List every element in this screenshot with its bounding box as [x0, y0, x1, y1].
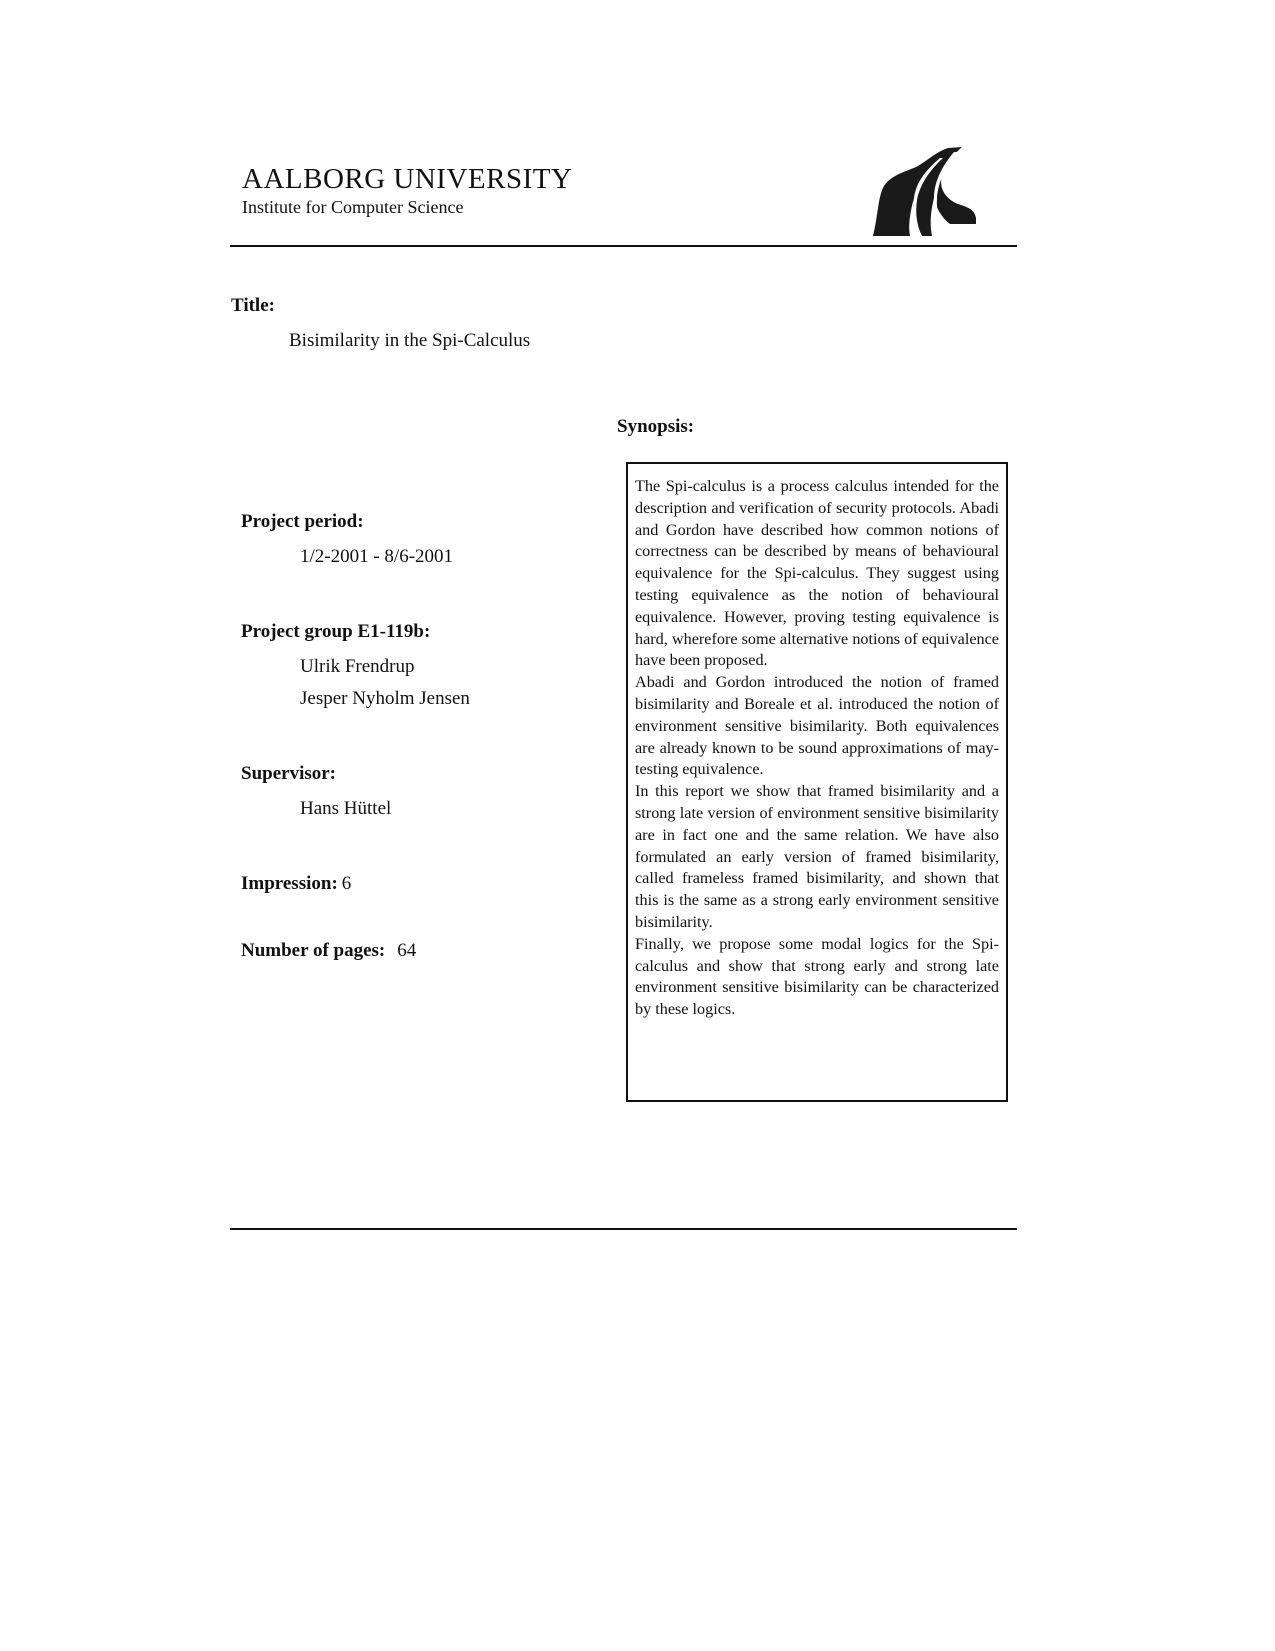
- synopsis-box: [626, 462, 1008, 1102]
- synopsis-paragraph: Finally, we propose some modal logics for the Spi-calculus and show that strong early and strong late environment sensitive bisimilarity can be characterized by these logics.: [635, 934, 999, 1019]
- impression-value: 6: [341, 873, 352, 894]
- project-period-label: Project period:: [241, 511, 364, 532]
- project-period-value: 1/2-2001 - 8/6-2001: [300, 546, 454, 567]
- group-member: Jesper Nyholm Jensen: [300, 688, 470, 709]
- project-group-label: Project group E1-119b:: [241, 621, 431, 642]
- pages-value: 64: [397, 940, 417, 961]
- synopsis-paragraph: In this report we show that framed bisimilarity and a strong late version of environment sensitive bisimilarity are in fact one and the same relation. We have also formulated an early version of framed bisimilarity, called frameless framed bisimilarity, and shown that this is the same as a strong early environment sensitive bisimilarity.: [635, 782, 999, 931]
- aalborg-university-logo-icon: [870, 146, 978, 238]
- document-title: Bisimilarity in the Spi-Calculus: [289, 330, 531, 351]
- group-member: Ulrik Frendrup: [300, 656, 415, 677]
- impression-label: Impression:: [241, 873, 338, 894]
- university-name: AALBORG UNIVERSITY: [242, 163, 573, 195]
- header-rule: [230, 245, 1017, 247]
- synopsis-paragraph: Abadi and Gordon introduced the notion of framed bisimilarity and Boreale et al. introduced the notion of environment sensitive bisimilarity. Both equivalences are already known to be sound approximations of may-testing equivalence.: [635, 673, 999, 779]
- pages-label: Number of pages:: [241, 940, 386, 961]
- footer-rule: [230, 1228, 1017, 1230]
- supervisor-label: Supervisor:: [241, 763, 336, 784]
- impression-field: [241, 873, 351, 895]
- supervisor-value: Hans Hüttel: [300, 798, 392, 819]
- institute-name: Institute for Computer Science: [242, 197, 464, 217]
- title-label: Title:: [231, 295, 275, 316]
- pages-field: [241, 940, 416, 962]
- synopsis-label: Synopsis:: [617, 416, 695, 437]
- synopsis-paragraph: The Spi-calculus is a process calculus intended for the description and verification of security protocols. Abadi and Gordon have described how common notions of correctness can be described by means of behavioural equivalence for the Spi-calculus. They suggest using testing equivalence as the notion of behavioural equivalence. However, proving testing equivalence is hard, wherefore some alternative notions of equivalence have been proposed.: [635, 477, 999, 670]
- synopsis-text: [635, 476, 999, 1021]
